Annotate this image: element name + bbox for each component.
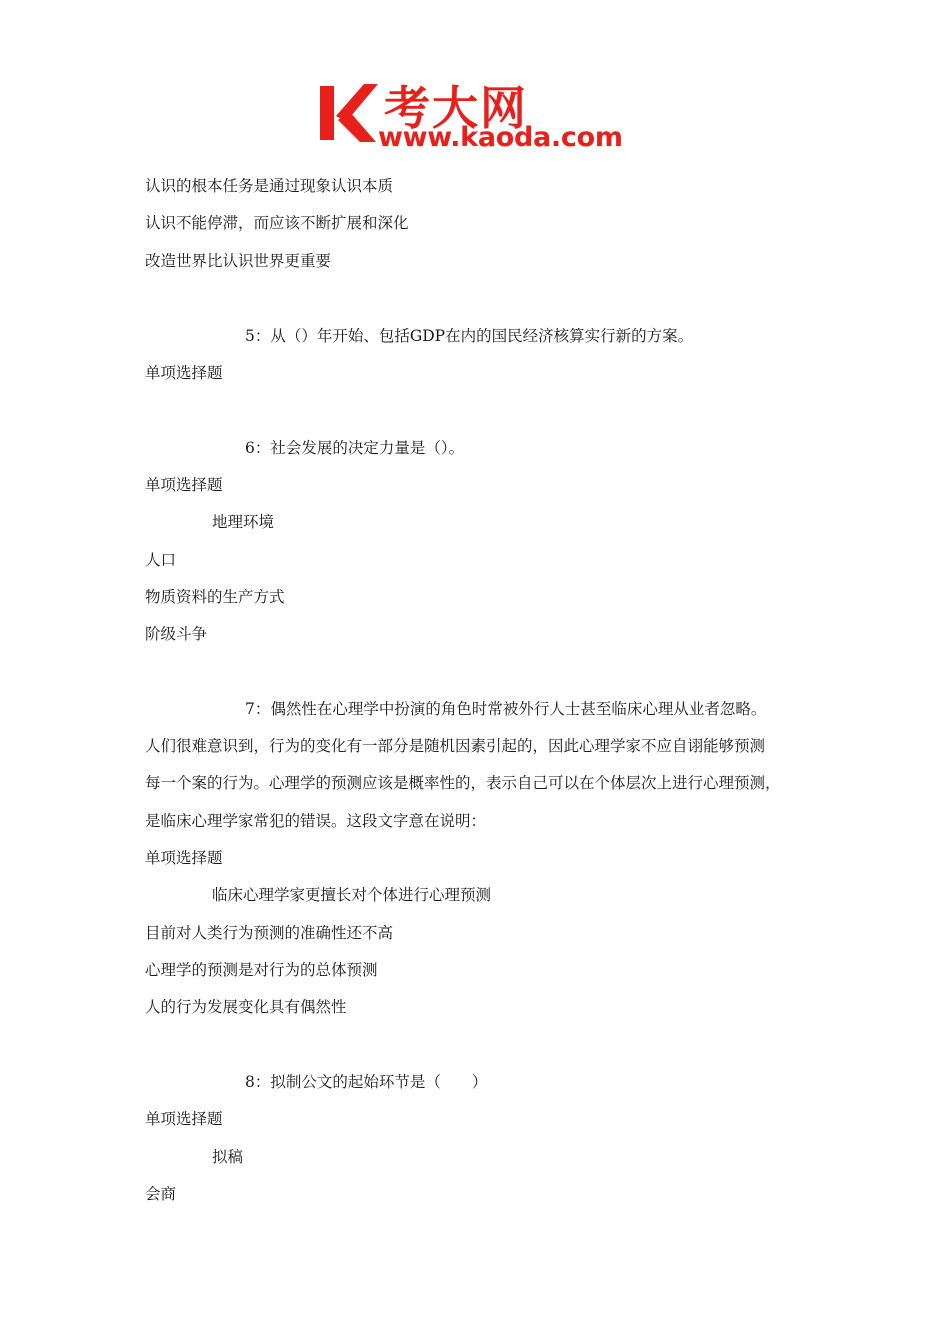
question-7-option-b: 目前对人类行为预测的准确性还不高 [145, 924, 394, 942]
question-7-stem-line: 人们很难意识到，行为的变化有一部分是随机因素引起的，因此心理学家不应自诩能够预测 [145, 737, 766, 755]
question-5-type: 单项选择题 [145, 364, 223, 382]
question-7-stem-line: 是临床心理学家常犯的错误。这段文字意在说明： [145, 812, 487, 830]
logo-url-text: www.kaoda.com [378, 122, 623, 153]
kaoda-logo [318, 78, 638, 162]
question-5-stem: 5：从（）年开始、包括GDP在内的国民经济核算实行新的方案。 [245, 327, 694, 345]
question-8-type: 单项选择题 [145, 1110, 223, 1128]
question-6-option-c: 物质资料的生产方式 [145, 588, 285, 606]
question-8-option-a: 拟稿 [212, 1148, 244, 1166]
question-6-stem: 6：社会发展的决定力量是（）。 [245, 439, 465, 457]
question-6-type: 单项选择题 [145, 476, 223, 494]
question-7-option-d: 人的行为发展变化具有偶然性 [145, 998, 347, 1016]
question-7-type: 单项选择题 [145, 849, 223, 867]
k-logo-icon [318, 82, 380, 144]
question-8-option-b: 会商 [145, 1185, 177, 1203]
question-7-option-c: 心理学的预测是对行为的总体预测 [145, 961, 378, 979]
question-6-option-d: 阶级斗争 [145, 625, 208, 643]
option-text: 认识不能停滞，而应该不断扩展和深化 [145, 214, 409, 232]
option-text: 改造世界比认识世界更重要 [145, 252, 332, 270]
question-7-stem-line: 每一个案的行为。心理学的预测应该是概率性的，表示自己可以在个体层次上进行心理预测， [145, 774, 781, 792]
question-6-option-a: 地理环境 [212, 513, 275, 531]
option-text: 认识的根本任务是通过现象认识本质 [145, 177, 394, 195]
question-8-stem: 8：拟制公文的起始环节是（ ） [245, 1073, 488, 1091]
question-7-stem-line: 7：偶然性在心理学中扮演的角色时常被外行人士甚至临床心理从业者忽略。 [245, 700, 767, 718]
logo-brand-text: 考大网 [384, 81, 528, 135]
question-7-option-a: 临床心理学家更擅长对个体进行心理预测 [212, 886, 492, 904]
question-6-option-b: 人口 [145, 551, 177, 569]
